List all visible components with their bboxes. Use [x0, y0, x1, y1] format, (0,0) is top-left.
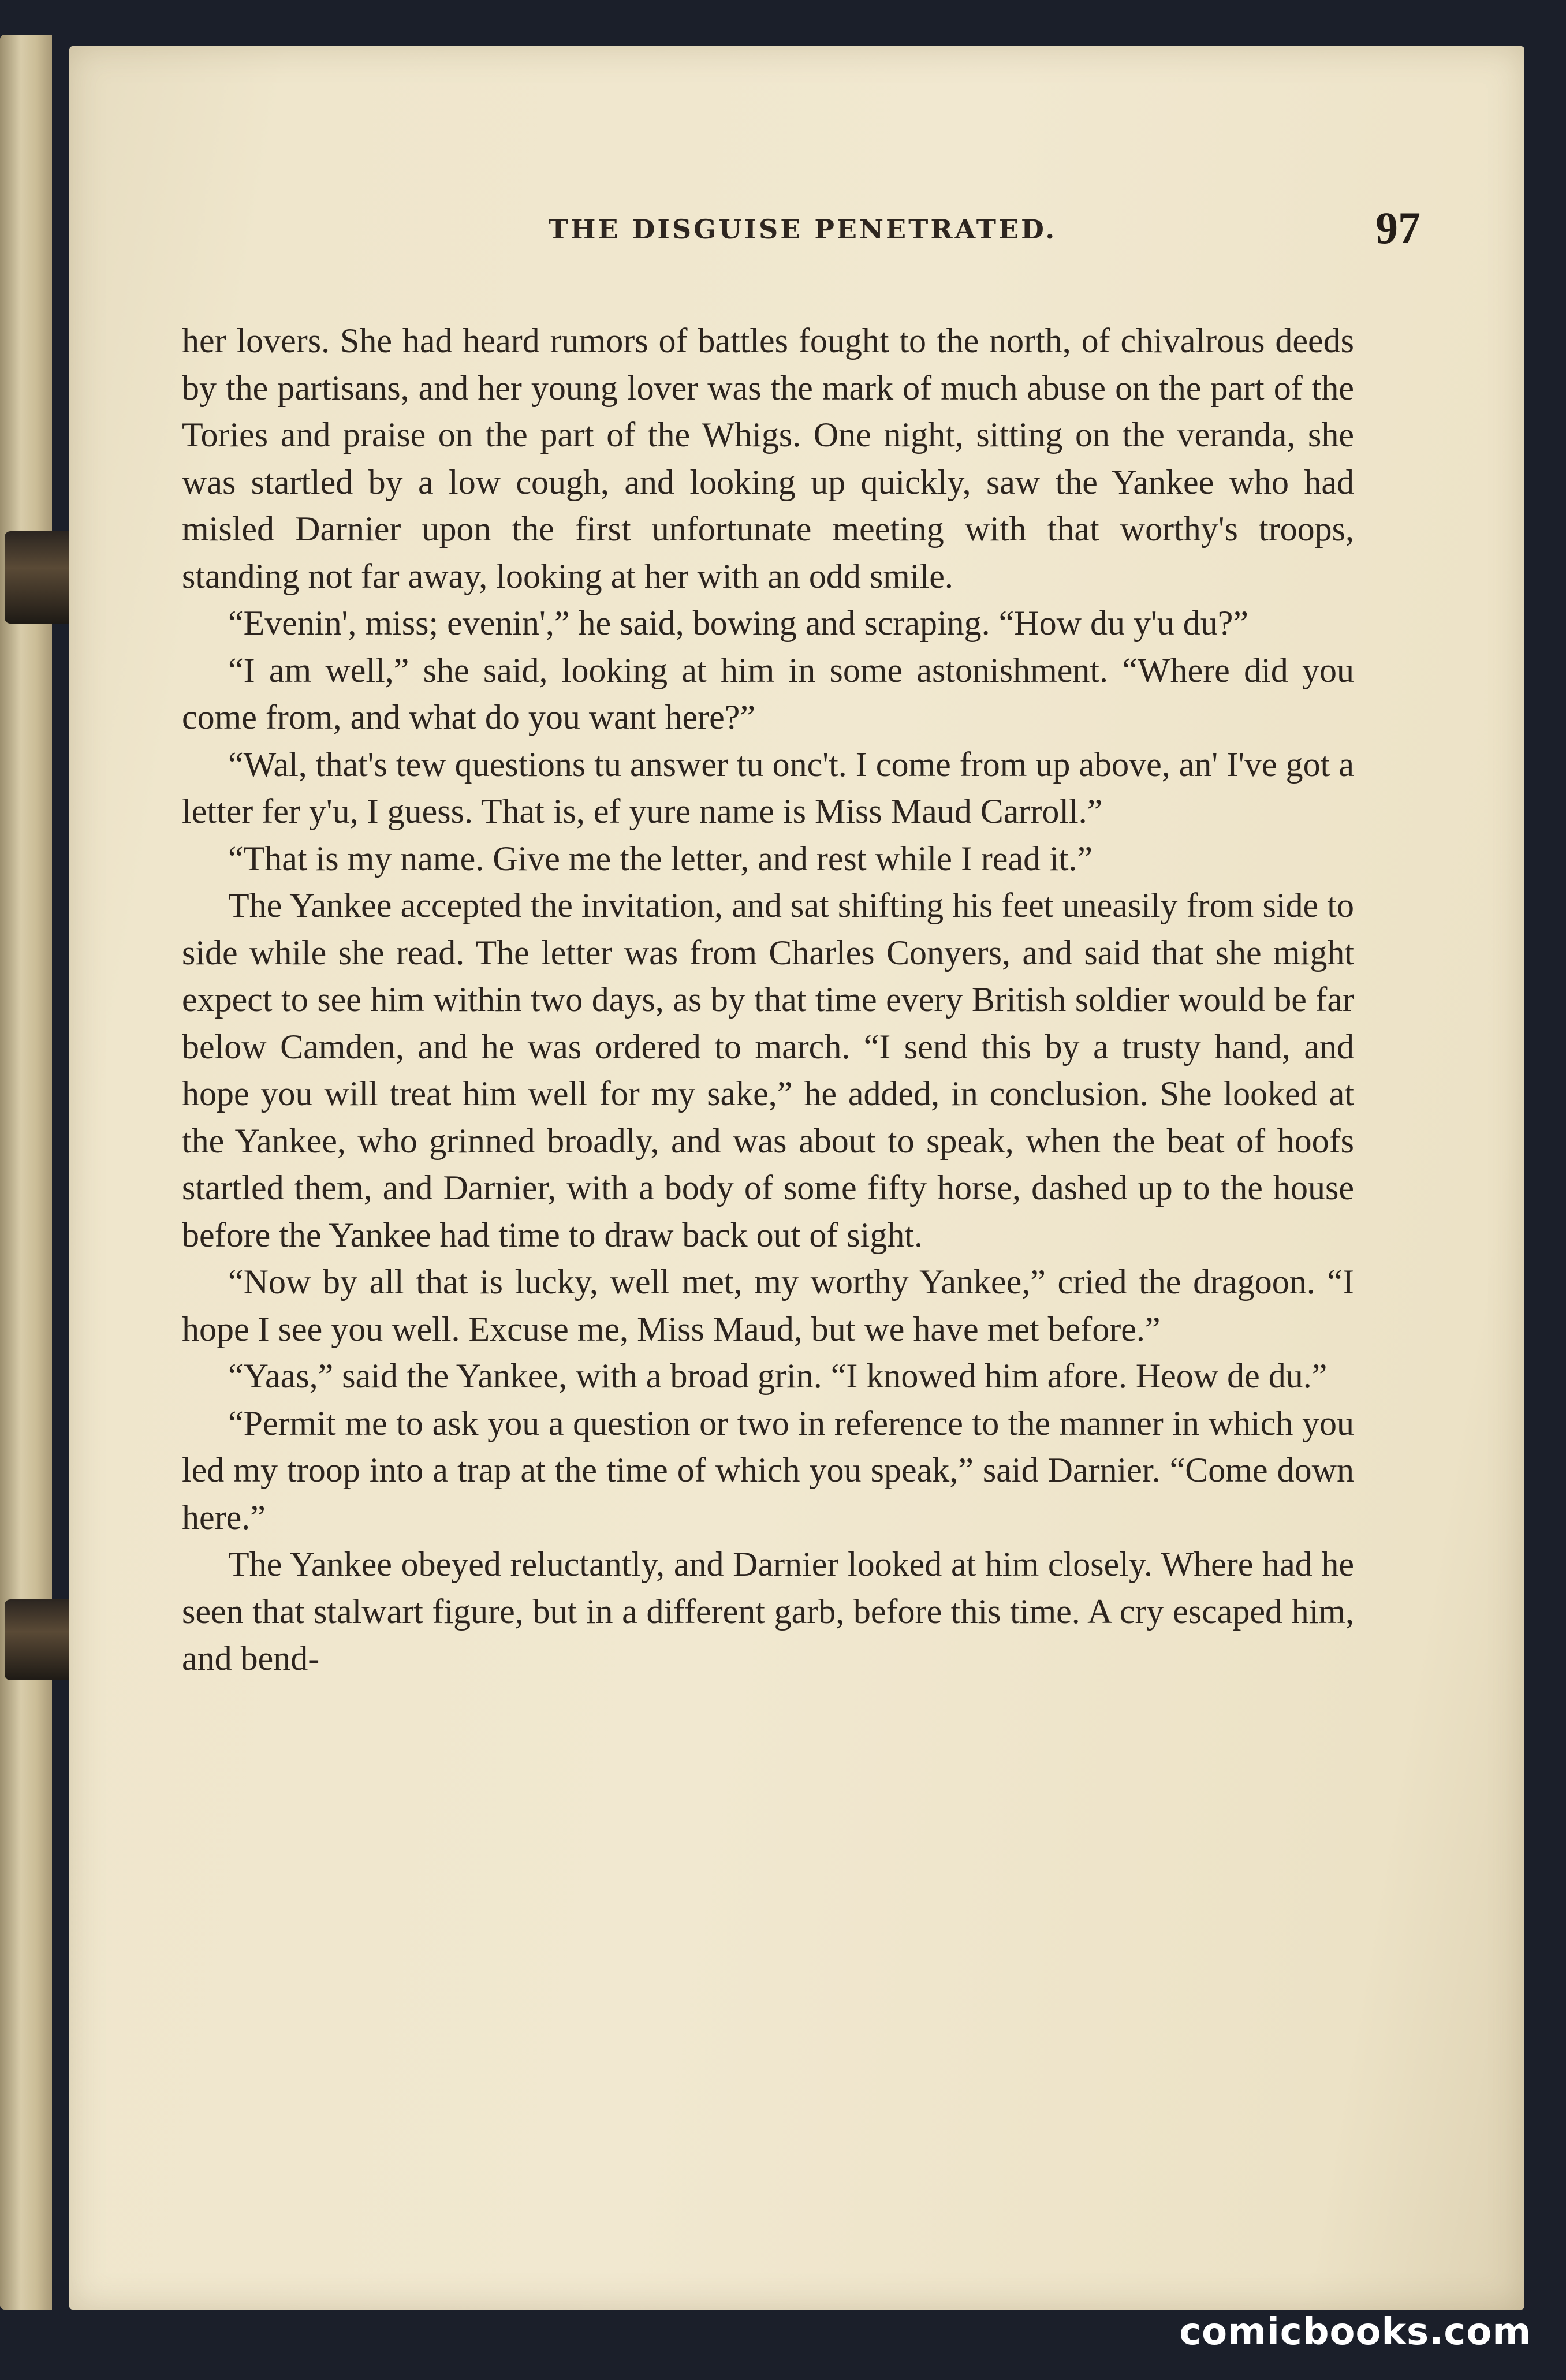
book-page [69, 46, 1524, 2310]
paragraph: “Wal, that's tew questions tu answer tu onc't. I come from up above, an' I've got a letter fer y'u, I guess. That is, ef yure name is Miss Maud Carroll.” [182, 745, 1354, 830]
paragraph: The Yankee obeyed reluctantly, and Darnier looked at him closely. Where had he seen that stalwart figure, but in a different garb, before this time. A cry escaped him, and bend- [182, 1545, 1354, 1677]
page-header [185, 185, 1420, 266]
book-spine-edge [0, 35, 52, 2310]
site-watermark: comicbooks.com [1179, 2311, 1531, 2353]
paragraph: The Yankee accepted the invitation, and sat shifting his feet uneasily from side to side while she read. The letter was from Charles Conyers, and said that she might expect to see him within two days, as by that time every British soldier would be far below Camden, and he was ordered to march. “I send this by a trusty hand, and hope you will treat him well for my sake,” he added, in conclusion. She looked at the Yankee, who grinned broadly, and was about to speak, when the beat of hoofs startled them, and Darnier, with a body of some fifty horse, dashed up to the house before the Yankee had time to draw back out of sight. [182, 886, 1354, 1254]
paragraph: “I am well,” she said, looking at him in some astonishment. “Where did you come from, and what do you want here?” [182, 651, 1354, 736]
paragraph: “Permit me to ask you a question or two in reference to the manner in which you led my troop into a trap at the time of which you speak,” said Darnier. “Come down here.” [182, 1404, 1354, 1536]
paragraph: “Yaas,” said the Yankee, with a broad grin. “I knowed him afore. Heow de du.” [228, 1357, 1328, 1395]
body-text [182, 318, 1354, 1683]
paragraph: “That is my name. Give me the letter, and rest while I read it.” [228, 839, 1093, 878]
paragraph: “Evenin', miss; evenin',” he said, bowing and scraping. “How du y'u du?” [228, 604, 1249, 642]
running-head: THE DISGUISE PENETRATED. [548, 214, 1057, 245]
paragraph: “Now by all that is lucky, well met, my worthy Yankee,” cried the dragoon. “I hope I see you well. Excuse me, Miss Maud, but we have met before.” [182, 1263, 1354, 1348]
page-number: 97 [1375, 203, 1420, 253]
paragraph: her lovers. She had heard rumors of battles fought to the north, of chivalrous deeds by the partisans, and her young lover was the mark of much abuse on the part of the Tories and praise on the part of the Whigs. One night, sitting on the veranda, she was startled by a low cough, and looking up quickly, saw the Yankee who had misled Darnier upon the first unfortunate meeting with that worthy's troops, standing not far away, looking at her with an odd smile. [182, 322, 1354, 595]
